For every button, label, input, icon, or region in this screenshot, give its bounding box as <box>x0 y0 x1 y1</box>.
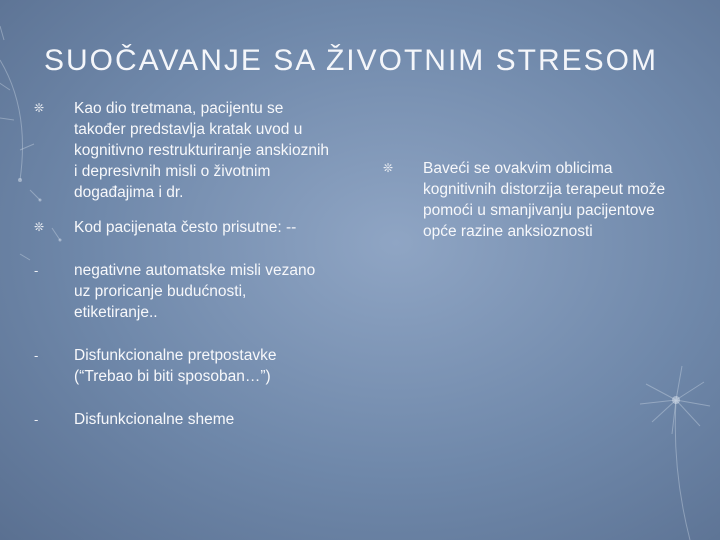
list-item-text: Baveći se ovakvim oblicima kognitivnih distorzija terapeut može pomoći u smanjivanju pacijentove opće razine anksioznosti <box>423 160 666 240</box>
list-item <box>34 217 334 238</box>
list-item-text: Disfunkcionalne pretpostavke (“Trebao bi biti sposoban…”) <box>74 347 277 385</box>
dash-marker: - <box>34 412 39 427</box>
right-column <box>383 158 683 256</box>
slide-title: SUOČAVANJE SA ŽIVOTNIM STRESOM <box>44 44 658 77</box>
list-item-text: Kao dio tretmana, pacijentu se također predstavlja kratak uvod u kognitivno restrukturiranje anskioznih i depresivnih misli o životnim događajima i dr. <box>74 100 330 201</box>
list-item-text: Kod pacijenata često prisutne: -- <box>74 219 297 236</box>
list-item <box>34 98 334 203</box>
bullet-icon: ❊ <box>34 220 45 234</box>
left-column <box>34 98 334 444</box>
bullet-icon: ❊ <box>383 161 394 175</box>
list-item <box>34 345 334 387</box>
list-item <box>34 260 334 323</box>
bullet-icon: ❊ <box>34 101 45 115</box>
list-item <box>34 409 334 430</box>
dash-marker: - <box>34 348 39 363</box>
list-item-text: Disfunkcionalne sheme <box>74 411 235 428</box>
list-item <box>383 158 683 242</box>
list-item-text: negativne automatske misli vezano uz proricanje budućnosti, etiketiranje.. <box>74 262 316 321</box>
dash-marker: - <box>34 263 39 278</box>
